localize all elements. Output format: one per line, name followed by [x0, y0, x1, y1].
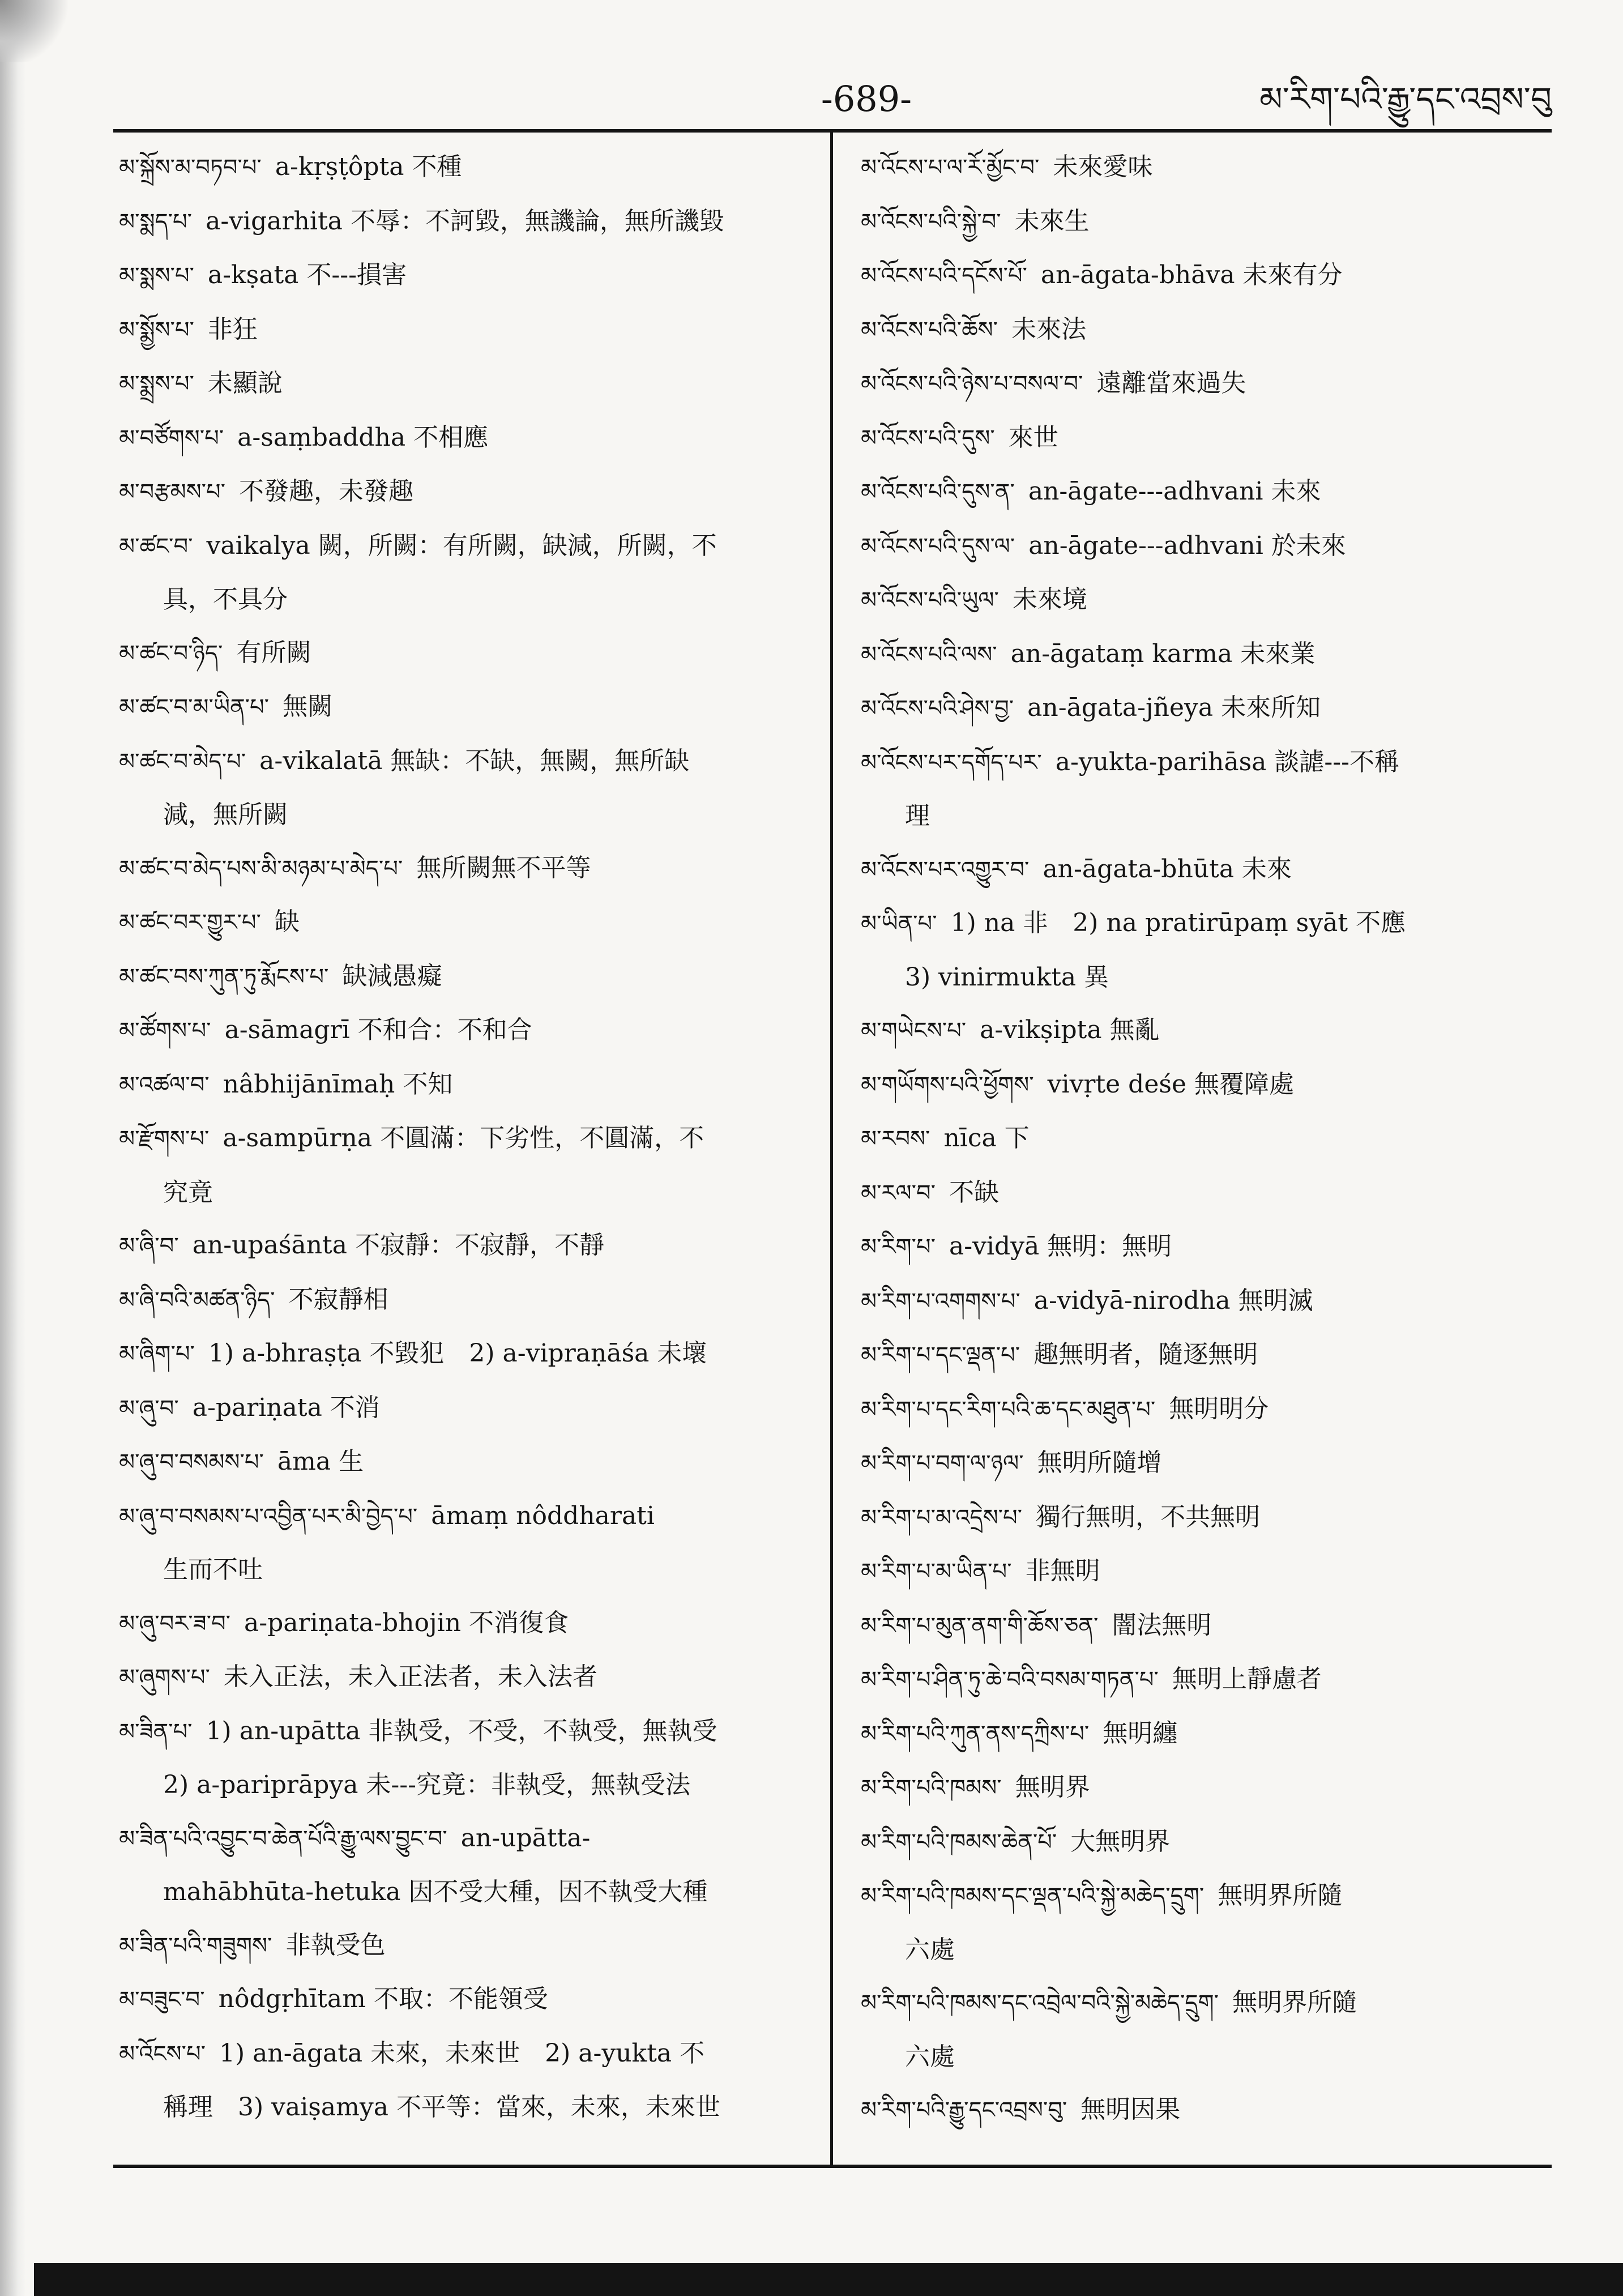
tibetan-headword: མ་སྨད་པ་: [119, 208, 193, 235]
entry-definition: 1) an-āgata 未來，未來世 2) a-yukta 不: [219, 2038, 705, 2068]
entry-continuation: [119, 1543, 819, 1597]
dictionary-entry: [861, 249, 1552, 303]
entry-continuation: [861, 2030, 1552, 2084]
dictionary-entry: [119, 1327, 819, 1381]
dictionary-entry: [861, 303, 1552, 357]
dictionary-entry: [861, 628, 1552, 682]
tibetan-headword: མ་ཚང་བ་མ་ཡིན་པ་: [119, 694, 270, 720]
entry-definition: an-upaśānta 不寂靜：不寂靜，不靜: [192, 1231, 604, 1260]
entry-definition: a-yukta-parihāsa 談謔---不稱: [1055, 747, 1399, 776]
entry-continuation: [861, 951, 1552, 1004]
dictionary-entry: [861, 1599, 1552, 1653]
dictionary-entry: [861, 1058, 1552, 1112]
tibetan-headword: མ་ཚོགས་པ་: [119, 1018, 211, 1044]
scan-shadow-bottom: [34, 2263, 1623, 2296]
tibetan-headword: མ་རིག་པ་མ་འདྲེས་པ་: [861, 1504, 1023, 1531]
entry-continuation: [119, 788, 819, 842]
entry-definition: 無明纏: [1103, 1718, 1178, 1748]
tibetan-headword: མ་འོངས་པའི་སྐྱེ་བ་: [861, 208, 1001, 235]
entry-definition: a-sāmagrī 不和合：不和合: [224, 1015, 532, 1044]
tibetan-headword: མ་སྨྱོས་པ་: [119, 317, 194, 343]
tibetan-headword: མ་རིག་པའི་ཀུན་ནས་དཀྲིས་པ་: [861, 1721, 1090, 1747]
tibetan-headword: མ་འོངས་པའི་དུས་ན་: [861, 479, 1015, 505]
tibetan-headword: མ་འོངས་པའི་ཡུལ་: [861, 587, 999, 613]
tibetan-headword: མ་ཞུ་བ་བསམས་པ་: [119, 1449, 264, 1475]
dictionary-entry: [119, 626, 819, 681]
scan-shadow-left: [0, 0, 26, 2296]
dictionary-entry: [119, 1490, 819, 1544]
entry-definition: vivṛte deśe 無覆障處: [1047, 1069, 1294, 1099]
tibetan-headword: མ་བརྩམས་པ་: [119, 479, 226, 505]
dictionary-entry: [861, 1653, 1552, 1707]
entry-definition: a-pariṇata 不消: [192, 1393, 380, 1422]
dictionary-entry: [119, 1435, 819, 1490]
tibetan-headword: མ་ཞུ་བ་བསམས་པ་འབྱིན་པར་མི་བྱེད་པ་: [119, 1503, 418, 1530]
dictionary-entry: [861, 1869, 1552, 1923]
dictionary-entry: [119, 1650, 819, 1705]
dictionary-entry: [861, 1491, 1552, 1545]
entry-definition: āma 生: [277, 1447, 364, 1476]
tibetan-headword: མ་རིག་པ་དང་རིག་པའི་ཆ་དང་མཐུན་པ་: [861, 1396, 1156, 1423]
dictionary-entry: [861, 519, 1552, 574]
scan-shadow-corner: [0, 0, 68, 62]
tibetan-headword: མ་འཚལ་བ་: [119, 1072, 210, 1098]
dictionary-entry: [119, 411, 819, 466]
entry-definition: 無明界所隨: [1232, 1988, 1357, 2017]
tibetan-headword: མ་འོངས་པའི་དུས་: [861, 425, 995, 451]
entry-continuation: [119, 2081, 819, 2134]
entry-definition: a-vigarhita 不辱：不訶毀，無譏論，無所譏毀: [206, 206, 724, 236]
dictionary-entry: [861, 1382, 1552, 1437]
entry-definition: 不缺: [949, 1177, 1000, 1207]
dictionary-entry: [119, 680, 819, 735]
tibetan-headword: མ་ཟིན་པའི་གཟུགས་: [119, 1932, 272, 1959]
entry-definition: nôdgṛhītam 不取：不能領受: [218, 1985, 548, 2013]
entry-definition: 未來愛味: [1053, 152, 1153, 181]
entry-definition: 未入正法，未入正法者，未入法者: [223, 1662, 597, 1691]
entry-continuation: [861, 789, 1552, 843]
tibetan-headword: མ་ཞུ་བ་: [119, 1395, 179, 1422]
tibetan-headword: མ་ཞིག་པ་: [119, 1341, 195, 1367]
entry-definition: an-āgataṃ karma 未來業: [1010, 639, 1316, 668]
entry-definition: 2) a-pariprāpya 未---究竟：非執受，無執受法: [163, 1770, 691, 1799]
entry-definition: 減，無所闕: [163, 800, 288, 829]
tibetan-headword: མ་བཟུང་བ་: [119, 1987, 205, 2013]
entry-continuation: [119, 573, 819, 626]
tibetan-headword: མ་ཡིན་པ་: [861, 911, 937, 937]
tibetan-headword: མ་འོངས་པའི་ཤེས་བྱ་: [861, 695, 1014, 722]
tibetan-headword: མ་ཞུགས་པ་: [119, 1665, 210, 1691]
entry-definition: 缺: [274, 907, 300, 936]
dictionary-entry: [119, 195, 819, 249]
tibetan-headword: མ་རབས་: [861, 1126, 930, 1152]
dictionary-entry: [861, 843, 1552, 897]
entry-definition: 無明明分: [1169, 1394, 1269, 1423]
dictionary-entry: [119, 357, 819, 411]
entry-definition: 不發趣，未發趣: [239, 477, 414, 506]
entry-definition: 生而不吐: [163, 1555, 263, 1584]
entry-definition: 理: [905, 801, 930, 830]
page-number: -689-: [821, 78, 912, 120]
tibetan-headword: མ་རིག་པ་: [861, 1234, 936, 1260]
dictionary-entry: [861, 573, 1552, 628]
dictionary-entry: [119, 1973, 819, 2027]
dictionary-entry: [119, 519, 819, 574]
dictionary-entry: [861, 1328, 1552, 1382]
dictionary-entry: [861, 1004, 1552, 1058]
dictionary-entry: [119, 1112, 819, 1166]
tibetan-headword: མ་ཚང་བ་ཉིད་: [119, 640, 223, 667]
dictionary-entry: [861, 140, 1552, 195]
tibetan-headword: མ་ཞུ་བར་ཟ་བ་: [119, 1610, 231, 1637]
entry-definition: a-vidyā-nirodha 無明滅: [1033, 1286, 1313, 1315]
dictionary-entry: [861, 2083, 1552, 2137]
tibetan-headword: མ་ཚང་བ་: [119, 533, 193, 560]
dictionary-entry: [861, 357, 1552, 411]
entry-continuation: [119, 1866, 819, 1919]
tibetan-headword: མ་འོངས་པའི་དུས་ལ་: [861, 533, 1015, 560]
dictionary-entry: [119, 735, 819, 789]
tibetan-headword: མ་འོངས་པའི་ལས་: [861, 641, 997, 668]
dictionary-entry: [861, 1976, 1552, 2030]
dictionary-entry: [119, 2027, 819, 2081]
dictionary-entry: [119, 895, 819, 950]
left-column: [119, 140, 819, 2134]
entry-definition: 非狂: [207, 314, 258, 344]
entry-definition: 未來境: [1012, 585, 1087, 614]
right-column: [861, 140, 1552, 2137]
tibetan-headword: མ་རིག་པའི་རྒྱུ་དང་འབྲས་བུ་: [861, 2097, 1067, 2123]
tibetan-headword: མ་རྫོགས་པ་: [119, 1126, 210, 1152]
tibetan-headword: མ་རིག་པ་འགགས་པ་: [861, 1288, 1020, 1315]
entry-definition: 無明上靜慮者: [1172, 1665, 1322, 1693]
dictionary-entry: [119, 1273, 819, 1328]
tibetan-headword: མ་ཚང་བར་གྱུར་པ་: [119, 910, 261, 936]
column-divider: [830, 133, 833, 2165]
entry-definition: 非無明: [1025, 1556, 1100, 1585]
tibetan-headword: མ་རིག་པའི་ཁམས་དང་འབྲེལ་བའི་སྐྱེ་མཆེད་དྲུག་: [861, 1990, 1219, 2016]
entry-definition: a-vidyā 無明：無明: [949, 1232, 1172, 1261]
entry-definition: 缺減愚癡: [342, 961, 442, 991]
entry-definition: 獨行無明，不共無明: [1036, 1502, 1261, 1531]
page-header: [113, 74, 1552, 127]
dictionary-entry: [861, 1220, 1552, 1274]
tibetan-headword: མ་རིག་པ་བག་ལ་ཉལ་: [861, 1450, 1024, 1476]
tibetan-headword: མ་འོངས་པ་ལ་རོ་མྱོང་བ་: [861, 155, 1040, 181]
dictionary-entry: [861, 1707, 1552, 1761]
entry-definition: 不寂靜相: [288, 1284, 388, 1314]
entry-continuation: [861, 1923, 1552, 1977]
dictionary-entry: [119, 465, 819, 519]
entry-definition: 未顯說: [207, 369, 283, 398]
entry-definition: 無明界: [1015, 1773, 1090, 1802]
entry-definition: 大無明界: [1070, 1826, 1171, 1856]
tibetan-headword: མ་ཟིན་པའི་འབྱུང་བ་ཆེན་པོའི་རྒྱུ་ལས་བྱུང་བ་: [119, 1825, 447, 1852]
entry-definition: 未來法: [1011, 314, 1087, 344]
dictionary-entry: [861, 1815, 1552, 1870]
entry-definition: 3) vinirmukta 異: [905, 962, 1109, 992]
dictionary-entry: [861, 736, 1552, 790]
entry-definition: 無所闕無不平等: [416, 853, 591, 882]
dictionary-entry: [119, 1812, 819, 1866]
dictionary-entry: [119, 1705, 819, 1759]
entry-definition: a-vikṣipta 無亂: [980, 1015, 1160, 1044]
tibetan-headword: མ་རིག་པ་ཤིན་ཏུ་ཆེ་བའི་བསམ་གཏན་པ་: [861, 1667, 1159, 1693]
tibetan-headword: མ་འོངས་པའི་ཉེས་པ་བསལ་བ་: [861, 371, 1083, 397]
tibetan-headword: མ་འོངས་པ་: [119, 2041, 206, 2067]
entry-continuation: [119, 1166, 819, 1219]
entry-definition: nâbhijānīmaḥ 不知: [223, 1069, 453, 1099]
entry-definition: nīca 下: [943, 1124, 1030, 1153]
tibetan-headword: མ་གཡོགས་པའི་ཕྱོགས་: [861, 1072, 1034, 1098]
tibetan-headword: མ་རིག་པའི་ཁམས་དང་ལྡན་པའི་སྐྱེ་མཆེད་དྲུག་: [861, 1883, 1205, 1909]
entry-definition: an-āgata-bhūta 未來: [1043, 854, 1292, 884]
dictionary-entry: [861, 1436, 1552, 1491]
dictionary-entry: [119, 1919, 819, 1973]
tibetan-headword: མ་རིག་པ་མུན་ནག་གི་ཆོས་ཅན་: [861, 1612, 1099, 1639]
dictionary-entry: [119, 842, 819, 896]
dictionary-entry: [119, 1597, 819, 1651]
entry-definition: a-kṛṣṭôpta 不種: [275, 152, 462, 181]
entry-definition: an-āgate---adhvani 於未來: [1028, 531, 1346, 560]
entry-definition: a-pariṇata-bhojin 不消復食: [244, 1608, 569, 1637]
dictionary-entry: [119, 249, 819, 303]
entry-definition: 1) a-bhraṣṭa 不毀犯 2) a-vipraṇāśa 未壞: [208, 1339, 707, 1368]
tibetan-headword: མ་འོངས་པའི་ཆོས་: [861, 317, 998, 343]
tibetan-headword: མ་སྨྲས་པ་: [119, 371, 194, 397]
tibetan-headword: མ་ཚང་བ་མེད་པས་མི་མཉམ་པ་མེད་པ་: [119, 855, 403, 882]
tibetan-headword: མ་སྐྲོས་མ་བཏབ་པ་: [119, 155, 262, 181]
dictionary-entry: [861, 195, 1552, 249]
dictionary-entry: [861, 1544, 1552, 1599]
entry-definition: a-vikalatā 無缺：不缺，無闕，無所缺: [259, 746, 690, 775]
entry-definition: 無闕: [283, 692, 333, 721]
entry-definition: an-āgata-bhāva 未來有分: [1040, 261, 1343, 289]
entry-definition: 六處: [905, 2042, 955, 2071]
tibetan-headword: མ་རིག་པ་དང་ལྡན་པ་: [861, 1342, 1020, 1368]
tibetan-headword: མ་ཟིན་པ་: [119, 1718, 193, 1745]
entry-definition: 未來生: [1014, 206, 1090, 236]
entry-definition: 無明界所隨: [1218, 1881, 1343, 1910]
dictionary-entry: [119, 1219, 819, 1273]
tibetan-headword: མ་རིག་པའི་ཁམས་: [861, 1775, 1002, 1801]
dictionary-entry: [861, 1274, 1552, 1329]
entry-definition: an-āgate---adhvani 未來: [1028, 477, 1321, 506]
tibetan-headword: མ་འོངས་པའི་དངོས་པོ་: [861, 263, 1027, 289]
entry-definition: a-sampūrṇa 不圓滿：下劣性，不圓滿，不: [223, 1124, 704, 1153]
dictionary-entry: [119, 1381, 819, 1436]
dictionary-entry: [861, 1112, 1552, 1166]
tibetan-headword: མ་ཞི་བའི་མཚན་ཉིད་: [119, 1287, 275, 1313]
entry-definition: 趣無明者，隨逐無明: [1033, 1340, 1258, 1369]
dictionary-entry: [861, 897, 1552, 951]
entry-definition: 1) an-upātta 非執受，不受，不執受，無執受: [206, 1716, 717, 1746]
dictionary-entry: [119, 950, 819, 1004]
tibetan-headword: མ་རིག་པ་མ་ཡིན་པ་: [861, 1559, 1012, 1585]
dictionary-entry: [861, 681, 1552, 736]
entry-definition: an-upātta-: [460, 1823, 591, 1853]
entry-definition: 1) na 非 2) na pratirūpaṃ syāt 不應: [950, 908, 1406, 937]
tibetan-headword: མ་ཚང་བ་མེད་པ་: [119, 748, 246, 775]
dictionary-entry: [861, 411, 1552, 466]
tibetan-headword: མ་བཙོགས་པ་: [119, 425, 224, 451]
entry-definition: 具，不具分: [163, 585, 288, 614]
entry-continuation: [119, 1759, 819, 1812]
running-head: མ་རིག་པའི་རྒྱུ་དང་འབྲས་བུ: [1259, 80, 1552, 118]
entry-definition: 非執受色: [285, 1930, 386, 1960]
entry-definition: 有所闕: [236, 638, 311, 667]
entry-definition: an-āgata-jñeya 未來所知: [1027, 693, 1321, 722]
dictionary-entry: [119, 303, 819, 357]
footer-rule: [113, 2165, 1552, 2168]
entry-definition: 闇法無明: [1112, 1610, 1212, 1640]
entry-definition: mahābhūta-hetuka 因不受大種，因不執受大種: [163, 1877, 708, 1906]
entry-definition: 來世: [1008, 423, 1058, 452]
tibetan-headword: མ་སྨས་པ་: [119, 263, 194, 289]
tibetan-headword: མ་ཞི་བ་: [119, 1233, 179, 1259]
entry-definition: 無明所隨增: [1037, 1448, 1162, 1477]
dictionary-entry: [861, 1761, 1552, 1815]
entry-definition: 無明因果: [1080, 2095, 1181, 2124]
tibetan-headword: མ་འོངས་པར་འགྱུར་བ་: [861, 856, 1030, 883]
entry-definition: 遠離當來過失: [1096, 369, 1246, 398]
tibetan-headword: མ་ཚང་བས་ཀུན་ཏུ་རྨོངས་པ་: [119, 963, 329, 990]
dictionary-entry: [861, 1166, 1552, 1220]
entry-definition: vaikalya 闕，所闕：有所闕，缺減，所闕，不: [206, 531, 717, 560]
dictionary-entry: [119, 1058, 819, 1112]
tibetan-headword: མ་འོངས་པར་དགོད་པར་: [861, 749, 1042, 776]
entry-definition: a-kṣata 不---損害: [207, 261, 407, 289]
dictionary-entry: [861, 465, 1552, 519]
entry-definition: 究竟: [163, 1177, 213, 1207]
tibetan-headword: མ་རིག་པའི་ཁམས་ཆེན་པོ་: [861, 1829, 1057, 1855]
entry-definition: 稱理 3) vaiṣamya 不平等：當來，未來，未來世: [163, 2093, 720, 2122]
entry-definition: a-saṃbaddha 不相應: [237, 423, 489, 452]
dictionary-entry: [119, 1004, 819, 1058]
entry-definition: 六處: [905, 1935, 955, 1964]
entry-definition: āmaṃ nôddharati: [431, 1501, 655, 1530]
tibetan-headword: མ་གཡེངས་པ་: [861, 1018, 967, 1044]
tibetan-headword: མ་རལ་བ་: [861, 1180, 936, 1206]
dictionary-entry: [119, 140, 819, 195]
